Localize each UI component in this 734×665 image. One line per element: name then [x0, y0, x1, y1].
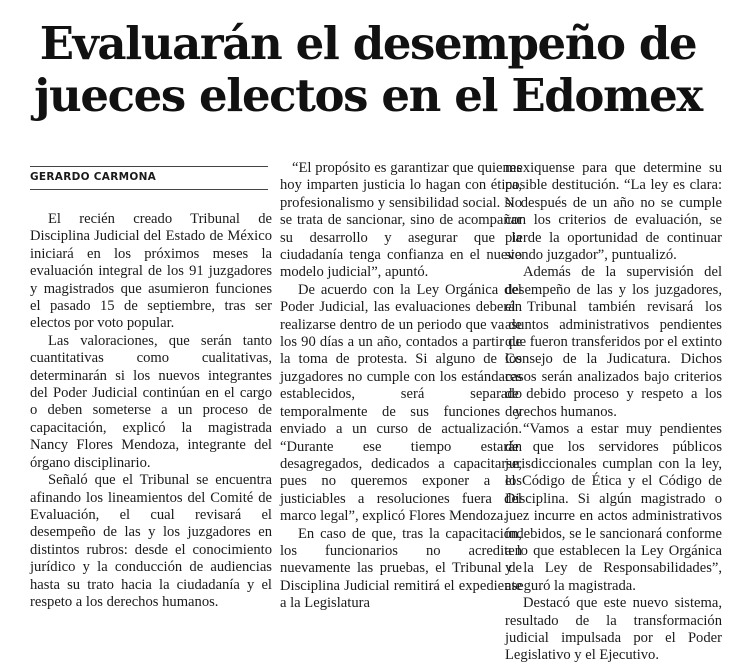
byline-bottom-rule — [30, 189, 268, 190]
article-column-2 — [280, 160, 522, 613]
byline: GERARDO CARMONA — [30, 171, 157, 183]
byline-top-rule — [30, 166, 268, 167]
paragraph: Destacó que este nuevo sistema, resultado de la transformación judicial impulsada por el Poder Legislativo y el Ejecutivo. — [505, 595, 722, 664]
paragraph: “El propósito es garantizar que quienes hoy imparten justicia lo hagan con ética, profesionalismo y sensibilidad social. No se trata de sancionar, sino de acompañar su desarrollo y asegurar que la ciudadanía tenga confianza en el nuevo modelo judicial”, apuntó. — [280, 160, 522, 281]
article-column-3 — [505, 160, 722, 665]
paragraph: El recién creado Tribunal de Disciplina Judicial del Estado de México iniciará en los próximos meses la evaluación integral de los 91 juzgadores y magistrados que asumieron funciones el pasado 15 de septiembre, tras ser electos por voto popular. — [30, 211, 272, 332]
paragraph: En caso de que, tras la capacitación, los funcionarios no acrediten nuevamente las pruebas, el Tribunal de Disciplina Judicial remitirá el expediente a la Legislatura — [280, 525, 522, 612]
headline-line-1: Evaluarán el desempeño de — [39, 17, 697, 70]
article-headline — [8, 18, 728, 122]
paragraph: Además de la supervisión del desempeño de las y los juzgadores, el Tribunal también revisará los asuntos administrativos pendientes que fueron transferidos por el extinto Consejo de la Judicatura. Dichos casos serán analizados bajo criterios de debido proceso y respeto a los derechos humanos. — [505, 264, 722, 420]
paragraph: Señaló que el Tribunal se encuentra afinando los lineamientos del Comité de Evaluación, el cual revisará el desempeño de las y los juzgadores en distintos rubros: desde el conocimiento jurídico y la conducción de audiencias hasta su trato hacia la ciudadanía y el respeto a los derechos humanos. — [30, 472, 272, 610]
paragraph: “Vamos a estar muy pendientes de que los servidores públicos jurisdiccionales cumplan con la ley, el Código de Ética y el Código de Disciplina. Si algún magistrado o juez incurre en actos administrativos indebidos, se le sancionará conforme a lo que establecen la Ley Orgánica y la Ley de Responsabilidades”, aseguró la magistrada. — [505, 421, 722, 594]
article-column-1 — [30, 211, 272, 611]
paragraph: De acuerdo con la Ley Orgánica del Poder Judicial, las evaluaciones deberán realizarse dentro de un periodo que va de los 90 días a un año, contados a partir de la toma de protesta. Si alguno de los juzgadores no cumple con los estándares establecidos, será separado temporalmente de sus funciones y enviado a un curso de actualización. “Durante ese tiempo estarán desagregados, dedicados a capacitarse, pues no queremos exponer a los justiciables a resoluciones fuera del marco legal”, explicó Flores Mendoza. — [280, 281, 522, 525]
headline-line-2: jueces electos en el Edomex — [34, 69, 702, 122]
paragraph-continued: mexiquense para que determine su posible destitución. “La ley es clara: si después de un año no se cumple con los criterios de evaluación, se pierde la oportunidad de continuar siendo juzgador”, puntualizó. — [505, 160, 722, 264]
paragraph: Las valoraciones, que serán tanto cuantitativas como cualitativas, determinarán si los nuevos integrantes del Poder Judicial continúan en el cargo o deben someterse a un proceso de capacitación, explicó la magistrada Nancy Flores Mendoza, integrante del órgano disciplinario. — [30, 332, 272, 471]
